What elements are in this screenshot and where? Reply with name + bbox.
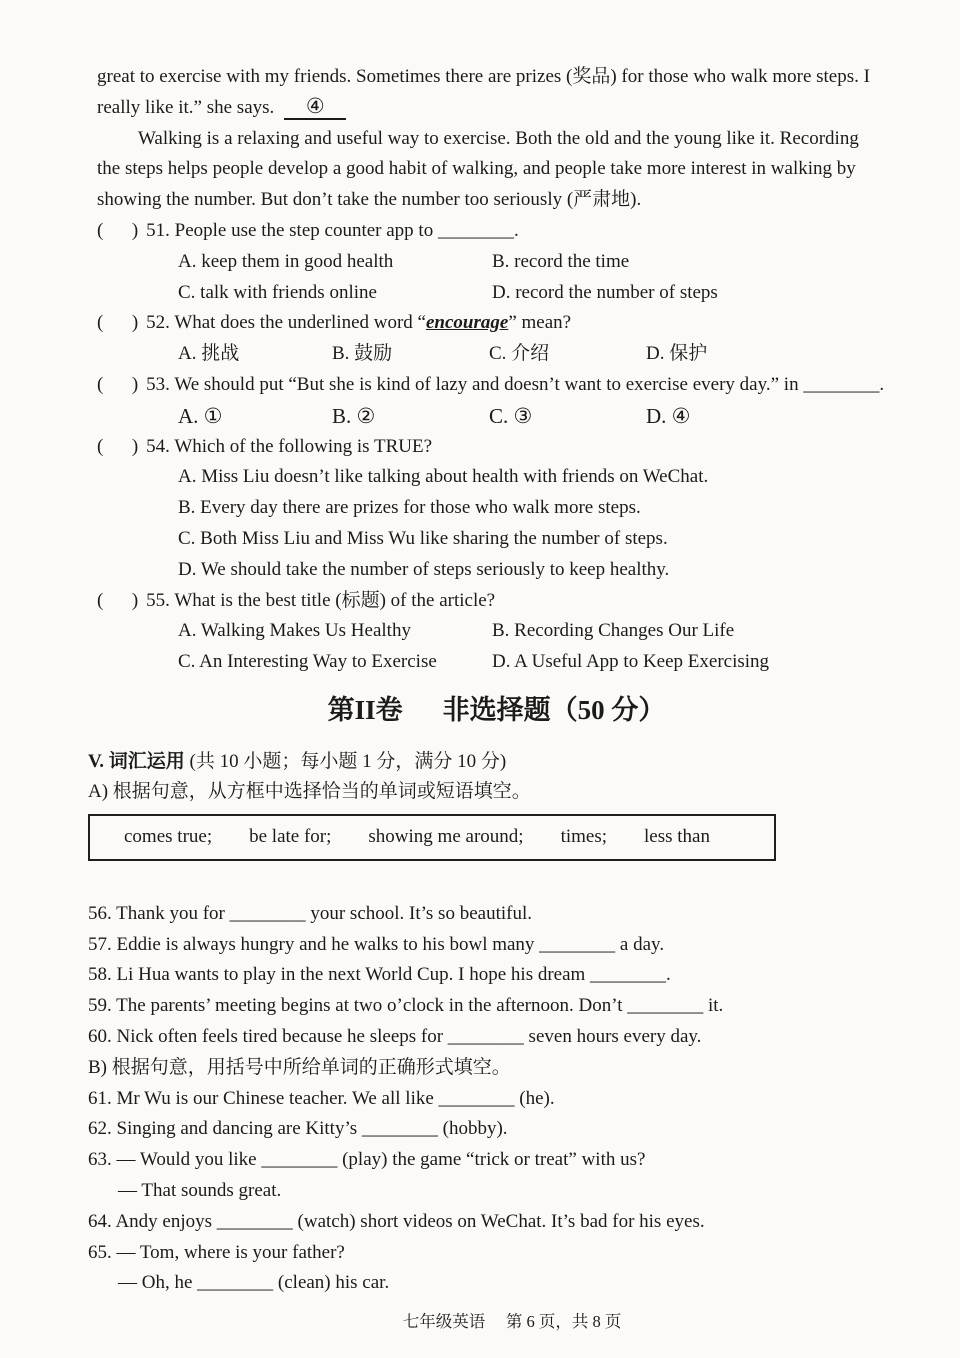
option-55-c: C. An Interesting Way to Exercise bbox=[178, 651, 437, 673]
stem-text: ” mean? bbox=[508, 312, 572, 334]
passage-line: great to exercise with my friends. Sometimes there are prizes (奖品) for those who walk more steps. I bbox=[97, 66, 870, 87]
word-bank-box bbox=[88, 814, 776, 861]
answer-blank-paren: ( ) bbox=[97, 589, 139, 611]
question-51-stem: 51. People use the step counter app to ________. bbox=[146, 219, 519, 241]
option-55-d: D. A Useful App to Keep Exercising bbox=[492, 651, 770, 673]
section-2-name: 非选择题（50 分） bbox=[442, 694, 666, 725]
option-51-c: C. talk with friends online bbox=[178, 281, 377, 303]
question-54 bbox=[97, 432, 930, 463]
word-bank-item: comes true; bbox=[124, 826, 213, 848]
answer-blank-paren: ( ) bbox=[97, 219, 139, 241]
option-51-d: D. record the number of steps bbox=[492, 281, 718, 303]
vocab-item-64: 64. Andy enjoys ________ (watch) short videos on WeChat. It’s bad for his eyes. bbox=[88, 1210, 705, 1232]
vocab-item-61: 61. Mr Wu is our Chinese teacher. We all like ________ (he). bbox=[88, 1087, 555, 1109]
answer-blank-paren: ( ) bbox=[97, 312, 139, 334]
question-52 bbox=[97, 308, 930, 339]
vocab-heading-title: V. 词汇运用 bbox=[88, 750, 185, 772]
multiple-choice-questions bbox=[97, 216, 930, 678]
option-53-d: D. ④ bbox=[646, 403, 691, 428]
blank-marker-circled-4: ④ bbox=[284, 94, 346, 120]
question-51 bbox=[97, 216, 930, 247]
vocab-item-56: 56. Thank you for ________ your school. It’s so beautiful. bbox=[88, 902, 532, 924]
option-55-a: A. Walking Makes Us Healthy bbox=[178, 620, 411, 642]
passage-line bbox=[97, 93, 930, 124]
option-53-a: A. ① bbox=[178, 403, 223, 428]
passage-line: Walking is a relaxing and useful way to exercise. Both the old and the young like it. Recording bbox=[138, 127, 859, 149]
underlined-word: encourage bbox=[425, 312, 509, 334]
vocab-item-59: 59. The parents’ meeting begins at two o’clock in the afternoon. Don’t ________ it. bbox=[88, 995, 724, 1017]
option-52-d: D. 保护 bbox=[646, 343, 708, 365]
option-53-b: B. ② bbox=[332, 403, 376, 428]
question-52-options bbox=[97, 339, 930, 370]
section-2-title bbox=[88, 690, 905, 730]
option-52-c: C. 介绍 bbox=[489, 343, 550, 365]
word-bank-item: times; bbox=[560, 826, 608, 848]
vocab-item-57: 57. Eddie is always hungry and he walks to his bowl many ________ a day. bbox=[88, 933, 665, 955]
option-54-d: D. We should take the number of steps seriously to keep healthy. bbox=[178, 558, 670, 580]
question-55-options bbox=[97, 616, 930, 678]
vocab-part-b-instruction: B) 根据句意，用括号中所给单词的正确形式填空。 bbox=[88, 1056, 511, 1078]
vocab-item-63: 63. — Would you like ________ (play) the game “trick or treat” with us? bbox=[88, 1149, 646, 1171]
reading-passage bbox=[97, 62, 930, 216]
vocab-item-58: 58. Li Hua wants to play in the next World Cup. I hope his dream ________. bbox=[88, 964, 671, 986]
answer-blank-paren: ( ) bbox=[97, 373, 139, 395]
option-54-a: A. Miss Liu doesn’t like talking about health with friends on WeChat. bbox=[178, 466, 709, 488]
question-55-stem: 55. What is the best title (标题) of the article? bbox=[146, 589, 496, 611]
option-52-b: B. 鼓励 bbox=[332, 343, 393, 365]
word-bank-item: be late for; bbox=[249, 826, 332, 848]
vocab-section-heading bbox=[88, 746, 930, 777]
passage-line: showing the number. But don’t take the number too seriously (严肃地). bbox=[97, 189, 642, 211]
vocab-item-65-reply: — Oh, he ________ (clean) his car. bbox=[118, 1272, 390, 1294]
question-54-stem: 54. Which of the following is TRUE? bbox=[146, 435, 433, 457]
vocab-item-60: 60. Nick often feels tired because he sleeps for ________ seven hours every day. bbox=[88, 1025, 702, 1047]
stem-text: 52. What does the underlined word “ bbox=[146, 312, 426, 334]
passage-text: really like it.” she says. bbox=[97, 96, 275, 118]
question-52-stem bbox=[146, 308, 571, 339]
question-53 bbox=[97, 370, 930, 401]
word-bank-item: less than bbox=[644, 826, 710, 848]
option-54-b: B. Every day there are prizes for those who walk more steps. bbox=[178, 497, 641, 519]
question-51-options bbox=[97, 247, 930, 309]
passage-line: the steps helps people develop a good habit of walking, and people take more interest in walking by bbox=[97, 158, 856, 180]
option-51-b: B. record the time bbox=[492, 250, 630, 272]
option-52-a: A. 挑战 bbox=[178, 343, 240, 365]
word-bank-item: showing me around; bbox=[368, 826, 524, 848]
section-2-volume: 第II卷 bbox=[327, 694, 403, 725]
vocab-heading-points: (共 10 小题；每小题 1 分，满分 10 分) bbox=[184, 750, 507, 772]
answer-blank-paren: ( ) bbox=[97, 435, 139, 457]
option-55-b: B. Recording Changes Our Life bbox=[492, 620, 735, 642]
vocab-item-62: 62. Singing and dancing are Kitty’s ________ (hobby). bbox=[88, 1118, 508, 1140]
option-53-c: C. ③ bbox=[489, 403, 533, 428]
question-53-stem: 53. We should put “But she is kind of lazy and doesn’t want to exercise every day.” in ________. bbox=[146, 373, 885, 395]
question-53-options bbox=[97, 401, 930, 432]
question-55 bbox=[97, 586, 930, 617]
option-51-a: A. keep them in good health bbox=[178, 250, 394, 272]
vocab-part-a-items bbox=[88, 899, 930, 1053]
vocab-item-65: 65. — Tom, where is your father? bbox=[88, 1241, 345, 1263]
page-footer: 七年级英语 第 6 页，共 8 页 bbox=[402, 1312, 622, 1331]
vocab-part-b-items bbox=[88, 1084, 930, 1300]
option-54-c: C. Both Miss Liu and Miss Wu like sharing the number of steps. bbox=[178, 527, 668, 549]
question-54-options bbox=[97, 462, 930, 585]
vocab-item-63-reply: — That sounds great. bbox=[118, 1179, 282, 1201]
vocab-part-a-instruction: A) 根据句意，从方框中选择恰当的单词或短语填空。 bbox=[88, 780, 531, 802]
